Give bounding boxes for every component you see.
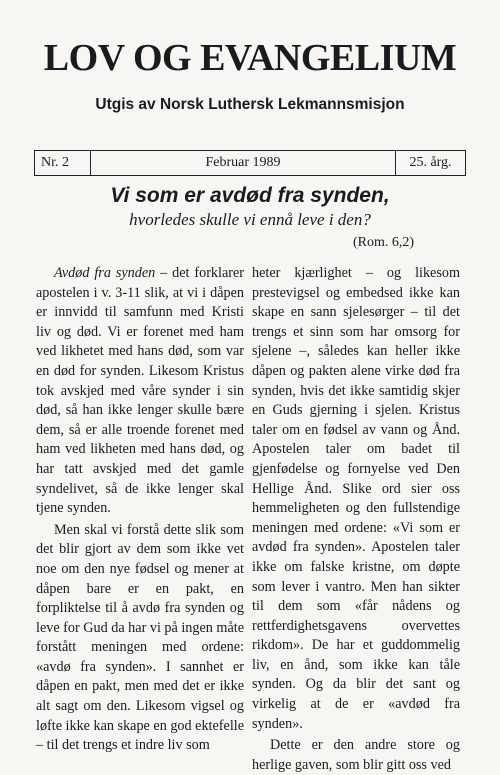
publisher-line: Utgis av Norsk Luthersk Lekmannsmisjon xyxy=(95,96,405,113)
paragraph xyxy=(36,521,244,756)
issue-date: Februar 1989 xyxy=(205,155,281,170)
paragraph xyxy=(36,264,244,519)
paragraph xyxy=(252,264,460,734)
paragraph xyxy=(252,736,460,775)
article-subtitle: hvorledes skulle vi ennå leve i den? xyxy=(129,210,371,229)
paragraph-text: Men skal vi forstå dette slik som det blir gjort av dem som ikke vet noe om den nye fødsel og mener at dåpen bare er en pakt, en forpliktelse til å avdø fra synden og leve for Gud da har vi på ingen måte forstått meningen med ordene: «avdø fra synden». I sannhet er dåpen en pakt, men med det er ikke alt sagt om den. Likesom vigsel og løfte ikke kan skape en god ektefelle – til det trengs et indre liv som xyxy=(36,521,245,754)
article-title: Vi som er avdød fra synden, xyxy=(110,184,390,207)
issue-volume: 25. årg. xyxy=(395,151,465,175)
issue-number: Nr. 2 xyxy=(35,151,91,175)
masthead-title: LOV OG EVANGELIUM xyxy=(43,37,457,79)
paragraph-lead: Avdød fra synden xyxy=(54,265,156,281)
paragraph-text: Dette er den andre store og herlige gaven, som blir gitt oss ved xyxy=(252,737,460,773)
issue-info-box xyxy=(34,150,466,176)
article-column-right xyxy=(252,264,460,775)
article-column-left xyxy=(36,264,244,756)
paragraph-text: – det forklarer apostelen i v. 3-11 slik, at vi i dåpen er innvidd til samfunn med Kristi liv og død. Vi er forenet med ham ved likhetet med hans død, som var en død for synden. Likesom Kristus tok avskjed med våre synder i sin død, så han ikke lenger skulle bære dem, så er alle troende forenet med ham ved likheten med hans død, og har tatt avskjed med det gamle syndelivet, så de ikke lenger skal tjene synden. xyxy=(36,265,244,517)
paragraph-text: heter kjærlighet – og likesom prestevigsel og embedsed ikke kan skape en sann sjelesørger – til det trengs et sinn som har omsorg for sjelene –, således kan heller ikke dåpen og pakten alene virke død fra synden, hvis det ikke samtidig skjer en Guds gjerning i sjelen. Kristus taler om en fødsel av vann og Ånd. Apostelen taler om badet til gjenfødelse og fornyelse ved Den Hellige Ånd. Slike ord sier oss hemmeligheten og den fullstendige meningen med ordene: «Vi som er avdød fra synden». Apostelen taler ikke om falske kristne, om døpte som lever i vantro. Men han sikter til dem som «får nådens og rettferdighetsgavens overvettes rikdom». De har et guddommelig liv, en ånd, som ikke kan tåle synden. Og da blir det sant og virkelig at de er «avdød fra synden». xyxy=(252,265,460,732)
scripture-reference: (Rom. 6,2) xyxy=(352,235,414,250)
